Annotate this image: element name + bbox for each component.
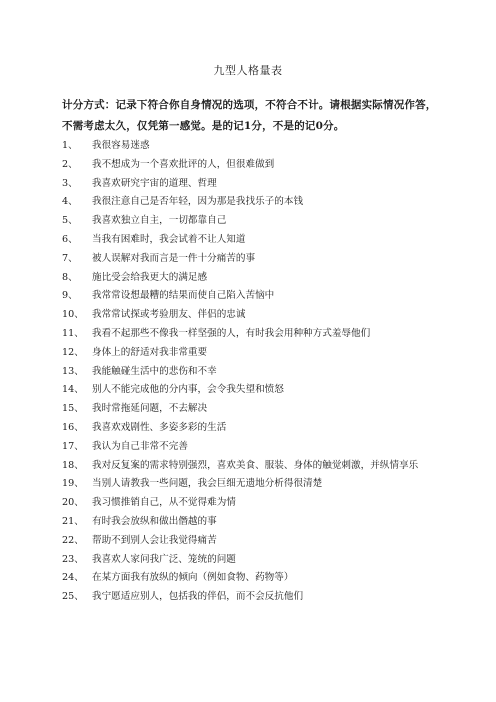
question-number: 8、 — [62, 271, 78, 283]
question-item — [62, 193, 442, 212]
question-text: 我喜欢戏剧性、多姿多彩的生活 — [92, 421, 227, 433]
question-text: 我常常设想最糟的结果而使自己陷入苦恼中 — [92, 290, 275, 302]
question-item — [62, 381, 442, 400]
question-text: 我不想成为一个喜欢批评的人，但很难做到 — [92, 158, 275, 170]
question-text: 我对反复案的需求特别强烈，喜欢美食、服装、身体的触觉刺激，并纵情享乐 — [92, 459, 419, 471]
question-text: 我喜欢人家问我广泛、笼统的问题 — [92, 553, 236, 565]
question-number: 18、 — [62, 459, 84, 471]
question-number: 14、 — [62, 384, 84, 396]
question-text: 我时常拖延问题，不去解决 — [92, 403, 208, 415]
question-text: 我能触碰生活中的悲伤和不幸 — [92, 365, 217, 377]
question-item — [62, 551, 442, 570]
question-number: 16、 — [62, 421, 84, 433]
question-item — [62, 344, 442, 363]
question-text: 我习惯推销自己，从不觉得难为情 — [92, 497, 236, 509]
question-text: 我认为自己非常不完善 — [92, 440, 188, 452]
question-item — [62, 175, 442, 194]
question-number: 12、 — [62, 346, 84, 358]
question-number: 2、 — [62, 158, 78, 170]
question-number: 22、 — [62, 534, 84, 546]
question-item — [62, 438, 442, 457]
question-item — [62, 363, 442, 382]
question-text: 我很注意自己是否年轻，因为那是我找乐子的本钱 — [92, 196, 304, 208]
question-item — [62, 588, 442, 607]
question-text: 当别人请教我一些问题，我会巨细无遗地分析得很清楚 — [92, 478, 323, 490]
question-item — [62, 156, 442, 175]
question-number: 11、 — [62, 327, 84, 339]
question-number: 25、 — [62, 591, 84, 603]
question-item — [62, 494, 442, 513]
question-text: 我很容易迷惑 — [92, 140, 150, 151]
question-number: 24、 — [62, 572, 84, 584]
question-number: 10、 — [62, 309, 84, 321]
question-number: 21、 — [62, 515, 84, 527]
question-number: 3、 — [62, 177, 78, 189]
scoring-instructions: 计分方式：记录下符合你自身情况的选项，不符合不计。请根据实际情况作答，不需考虑太久，仅凭第一感觉。是的记1分，不是的记0分。 — [62, 99, 437, 132]
document-title: 九型人格量表 — [213, 64, 283, 77]
question-item — [62, 287, 442, 306]
question-item — [62, 306, 442, 325]
question-item — [62, 419, 442, 438]
question-number: 17、 — [62, 440, 84, 452]
question-item — [62, 250, 442, 269]
question-text: 在某方面我有放纵的倾向（例如食物、药物等） — [92, 572, 294, 584]
question-text: 被人误解对我而言是一件十分痛苦的事 — [92, 252, 256, 264]
question-text: 我宁愿适应别人，包括我的伴侣，而不会反抗他们 — [92, 591, 304, 603]
question-item — [62, 137, 442, 156]
question-item — [62, 269, 442, 288]
question-number: 7、 — [62, 252, 78, 264]
question-text: 我常常试探或考验朋友、伴侣的忠诚 — [92, 309, 246, 321]
question-number: 4、 — [62, 196, 78, 208]
question-list — [62, 137, 442, 607]
question-item — [62, 532, 442, 551]
question-item — [62, 212, 442, 231]
question-text: 我喜欢研究宇宙的道理、哲理 — [92, 177, 217, 189]
question-text: 施比受会给我更大的满足感 — [92, 271, 208, 283]
question-number: 1、 — [62, 140, 78, 151]
question-item — [62, 513, 442, 532]
question-item — [62, 475, 442, 494]
question-number: 5、 — [62, 215, 78, 227]
question-text: 当我有困难时，我会试着不让人知道 — [92, 233, 246, 245]
question-text: 身体上的舒适对我非常重要 — [92, 346, 208, 358]
question-number: 6、 — [62, 233, 78, 245]
question-number: 23、 — [62, 553, 84, 565]
question-number: 13、 — [62, 365, 84, 377]
question-text: 别人不能完成他的分内事，会令我失望和愤怒 — [92, 384, 284, 396]
question-number: 19、 — [62, 478, 84, 490]
question-item — [62, 231, 442, 250]
question-text: 我喜欢独立自主，一切都靠自己 — [92, 215, 227, 227]
question-number: 20、 — [62, 497, 84, 509]
question-number: 15、 — [62, 403, 84, 415]
question-text: 有时我会放纵和做出僭越的事 — [92, 515, 217, 527]
question-item — [62, 325, 442, 344]
question-item — [62, 400, 442, 419]
question-item — [62, 569, 442, 588]
question-text: 帮助不到别人会让我觉得痛苦 — [92, 534, 217, 546]
question-text: 我看不起那些不像我一样坚强的人，有时我会用种种方式羞辱他们 — [92, 327, 371, 339]
question-number: 9、 — [62, 290, 78, 302]
question-item — [62, 457, 442, 476]
